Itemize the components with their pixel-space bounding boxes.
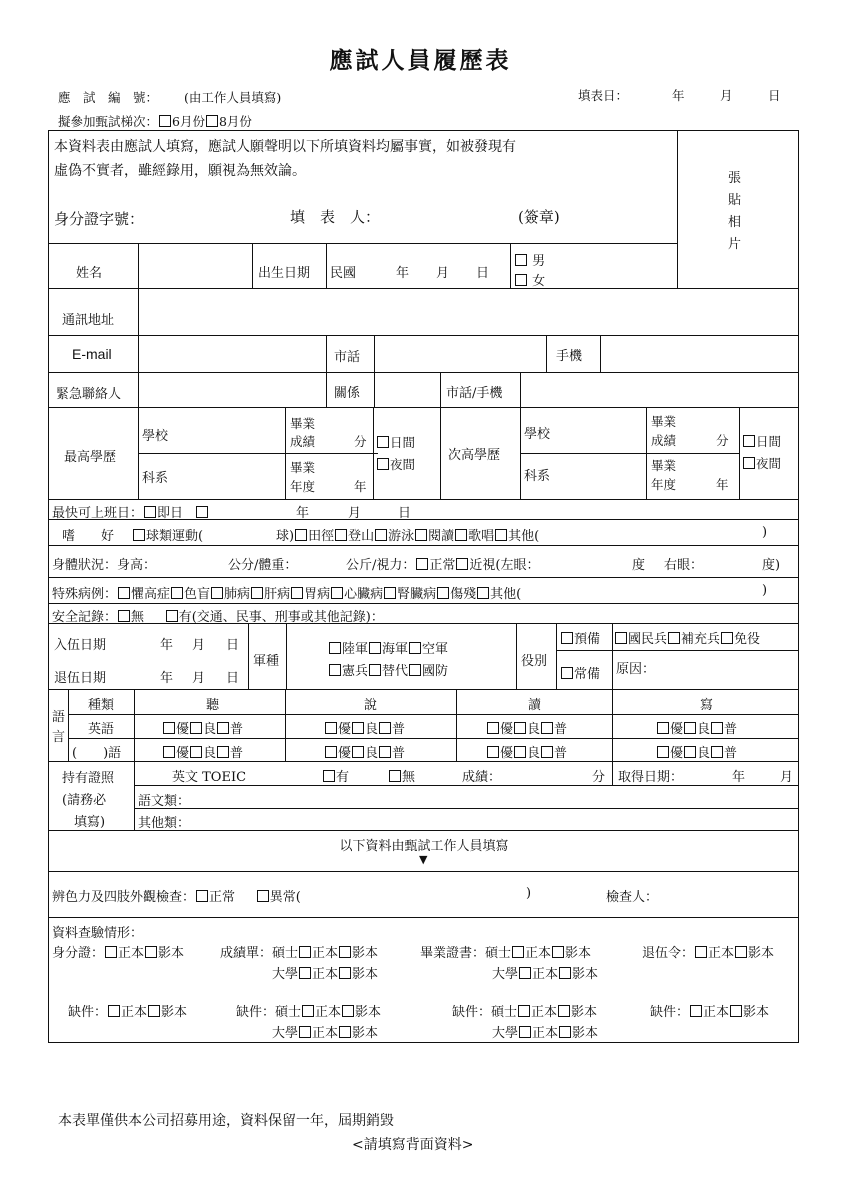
en-listen: 優 良 普	[162, 718, 243, 737]
en-speak-normal[interactable]	[379, 722, 391, 734]
name-label: 姓名	[76, 266, 103, 281]
start-date-row: 最快可上班日： 即日	[52, 502, 209, 521]
highest-score-label: 成績	[290, 434, 316, 449]
alt-checkbox[interactable]	[369, 664, 381, 676]
speak-header: 說	[364, 698, 378, 713]
ot-read-good[interactable]	[514, 746, 526, 758]
d9-checkbox[interactable]	[477, 587, 489, 599]
en-listen-excellent[interactable]	[163, 722, 175, 734]
gender-male: 男	[514, 250, 545, 269]
highest-year-label: 年度	[290, 479, 316, 494]
start-day: 日	[398, 506, 412, 521]
toeic-none: 無	[388, 766, 415, 785]
start-year: 年	[296, 506, 310, 521]
color-normal-checkbox[interactable]	[196, 890, 208, 902]
enlist-label: 入伍日期	[54, 638, 107, 653]
hobby-read-checkbox[interactable]	[415, 529, 427, 541]
mobile-label: 手機	[556, 349, 583, 364]
en-write-good[interactable]	[684, 722, 696, 734]
left-degree: 度	[632, 558, 646, 573]
other-cert-label: 其他類：	[138, 816, 191, 831]
verify-label: 資料查驗情形：	[52, 926, 144, 941]
dp-college-orig[interactable]	[519, 967, 531, 979]
toeic-have: 有	[322, 766, 349, 785]
exempt-options: 國民兵 補充兵 免役	[614, 628, 760, 647]
mp-checkbox[interactable]	[329, 664, 341, 676]
en-write-normal[interactable]	[711, 722, 723, 734]
ot-speak: 優 良 普	[324, 742, 405, 761]
body-height-label: 身體狀況：身高：	[52, 558, 157, 573]
national-checkbox[interactable]	[615, 632, 627, 644]
army-checkbox[interactable]	[329, 642, 341, 654]
tr-master-orig[interactable]	[299, 946, 311, 958]
hobby-ball: 球類運動(	[132, 525, 203, 544]
get-date-month: 月	[780, 770, 794, 785]
highest-year-unit: 年	[354, 479, 367, 494]
d1-checkbox[interactable]	[118, 587, 130, 599]
enlist-month: 月	[192, 638, 206, 653]
session-june-label: 6月份	[172, 114, 205, 129]
highest-grad2-label: 畢業	[290, 460, 316, 475]
do-orig[interactable]	[695, 946, 707, 958]
birth-label: 出生日期	[258, 266, 311, 281]
missing-discharge: 缺件： 正本 影本	[650, 1005, 770, 1020]
mt-college-orig[interactable]	[299, 1026, 311, 1038]
md-college-orig[interactable]	[519, 1026, 531, 1038]
highest-night: 夜間	[376, 455, 415, 473]
tr-college-orig[interactable]	[299, 967, 311, 979]
highest-night-checkbox[interactable]	[377, 458, 389, 470]
reserve: 預備	[560, 628, 600, 647]
write-header: 寫	[700, 698, 714, 713]
missing-diploma-college: 大學 正本 影本	[492, 1026, 599, 1041]
immediately-checkbox[interactable]	[144, 506, 156, 518]
md-college-copy[interactable]	[559, 1026, 571, 1038]
exempt-checkbox[interactable]	[721, 632, 733, 644]
highest-dept-label: 科系	[142, 471, 169, 486]
highest-day-checkbox[interactable]	[377, 436, 389, 448]
dp-master-orig[interactable]	[512, 946, 524, 958]
session-aug-label: 8月份	[218, 114, 252, 129]
ot-write-good[interactable]	[684, 746, 696, 758]
body-vision: 公斤/視力： 正常 近視(左眼：	[346, 558, 540, 573]
role-label: 役別	[521, 654, 548, 669]
english-label: 英語	[88, 722, 115, 737]
hobby-close: )	[762, 525, 768, 540]
ot-write-excellent[interactable]	[657, 746, 669, 758]
footer-notice: 本表單僅供本公司招募用途，資料保留一年，屆期銷毀	[58, 1113, 394, 1129]
fill-date-day: 日	[768, 88, 781, 103]
en-read-good[interactable]	[514, 722, 526, 734]
navy-checkbox[interactable]	[369, 642, 381, 654]
phone-mobile-label: 市話/手機	[446, 386, 503, 401]
enlist-day: 日	[226, 638, 240, 653]
dp-master-copy[interactable]	[552, 946, 564, 958]
hobby-ball-checkbox[interactable]	[133, 529, 145, 541]
missing-transcript-master: 缺件：碩士 正本 影本	[236, 1005, 382, 1020]
lang-type-header: 種類	[88, 698, 115, 713]
service-row1: 陸軍 海軍 空軍	[328, 638, 448, 657]
highest-score-unit: 分	[354, 434, 367, 449]
en-listen-good[interactable]	[190, 722, 202, 734]
page-title: 應試人員履歷表	[329, 47, 512, 74]
mi-orig[interactable]	[108, 1005, 120, 1017]
ot-speak-excellent[interactable]	[325, 746, 337, 758]
disease-row: 特殊病例： 懼高症 色盲 肺病 肝病 胃病 心臟病 腎臟病 傷殘 其他(	[52, 587, 522, 602]
safety-none-checkbox[interactable]	[118, 610, 130, 622]
d4-checkbox[interactable]	[251, 587, 263, 599]
mt-college-copy[interactable]	[339, 1026, 351, 1038]
ot-speak-good[interactable]	[352, 746, 364, 758]
vision-normal-checkbox[interactable]	[416, 558, 428, 570]
toeic-have-checkbox[interactable]	[323, 770, 335, 782]
start-month: 月	[348, 506, 362, 521]
ot-speak-normal[interactable]	[379, 746, 391, 758]
body-weight-label: 公分/體重：	[228, 558, 298, 573]
birth-year: 年	[396, 266, 410, 281]
emergency-label: 緊急聯絡人	[56, 387, 122, 402]
toeic-score-unit: 分	[592, 770, 606, 785]
color-close: )	[526, 886, 532, 901]
declaration-line1: 本資料表由應試人填寫，應試人願聲明以下所填資料均屬事實，如被發現有	[54, 139, 516, 155]
en-listen-normal[interactable]	[217, 722, 229, 734]
defense-checkbox[interactable]	[409, 664, 421, 676]
fill-date-month: 月	[720, 88, 733, 103]
highest-edu-label: 最高學歷	[64, 450, 117, 465]
highest-school-label: 學校	[142, 429, 169, 444]
hobby-climb-checkbox[interactable]	[335, 529, 347, 541]
second-school-label: 學校	[524, 427, 551, 442]
safety-yes-checkbox[interactable]	[166, 610, 178, 622]
md-master-copy[interactable]	[558, 1005, 570, 1017]
safety-row: 安全記錄： 無 有(交通、民事、刑事或其他記錄)：	[52, 610, 384, 625]
discharge-year: 年	[160, 671, 174, 686]
reserve-checkbox[interactable]	[561, 632, 573, 644]
female-checkbox[interactable]	[515, 274, 527, 286]
start-date-checkbox[interactable]	[196, 506, 208, 518]
discharge-month: 月	[192, 671, 206, 686]
photo-box-label: 張 貼 相 片	[728, 171, 742, 252]
dp-college-copy[interactable]	[559, 967, 571, 979]
read-header: 讀	[528, 698, 542, 713]
color-check-row: 辨色力及四肢外觀檢查： 正常 異常(	[52, 890, 301, 905]
ot-read-normal[interactable]	[541, 746, 553, 758]
second-night: 夜間	[742, 454, 781, 472]
ot-listen-excellent[interactable]	[163, 746, 175, 758]
arrow-down-icon: ▼	[419, 853, 428, 866]
id-number-label: 身分證字號：	[54, 210, 145, 228]
hobby-options: 球) 田徑 登山 游泳 閱讀 歌唱 其他(	[276, 529, 540, 544]
gender-female: 女	[514, 270, 545, 289]
hobby-sing-checkbox[interactable]	[455, 529, 467, 541]
cert-label2: (請務必	[62, 793, 107, 808]
declaration-line2: 虛偽不實者，雖經錄用，願視為無效論。	[54, 163, 306, 179]
second-score-label: 成績	[651, 433, 677, 448]
session-june-checkbox[interactable]	[159, 115, 171, 127]
discharge-label: 退伍日期	[54, 671, 107, 686]
second-year-unit: 年	[716, 477, 729, 492]
address-label: 通訊地址	[62, 313, 115, 328]
email-label: E-mail	[72, 346, 112, 362]
en-write-excellent[interactable]	[657, 722, 669, 734]
md-master-orig[interactable]	[518, 1005, 530, 1017]
mi-copy[interactable]	[148, 1005, 160, 1017]
right-eye-label: 右眼：	[664, 558, 704, 573]
id-orig-checkbox[interactable]	[105, 946, 117, 958]
en-read-normal[interactable]	[541, 722, 553, 734]
staff-notice: 以下資料由甄試工作人員填寫	[339, 839, 509, 854]
second-edu-label: 次高學歷	[448, 448, 501, 463]
lang-cert-label: 語文類：	[138, 794, 191, 809]
verify-transcript-master: 成績單：碩士 正本 影本	[220, 946, 379, 961]
second-dept-label: 科系	[524, 469, 551, 484]
ot-listen-normal[interactable]	[217, 746, 229, 758]
fill-date-label: 填表日：	[578, 88, 629, 103]
d5-checkbox[interactable]	[291, 587, 303, 599]
sign-label: (簽章)	[518, 208, 560, 226]
footer-reminder: <請填寫背面資料>	[352, 1137, 474, 1153]
male-checkbox[interactable]	[515, 254, 527, 266]
mdo-copy[interactable]	[730, 1005, 742, 1017]
second-day-checkbox[interactable]	[743, 435, 755, 447]
verify-discharge: 退伍令： 正本 影本	[642, 946, 775, 961]
birth-month: 月	[436, 266, 450, 281]
ot-write: 優 良 普	[656, 742, 737, 761]
relation-label: 關係	[334, 386, 361, 401]
vision-myopia-checkbox[interactable]	[456, 558, 468, 570]
get-date-year: 年	[732, 770, 746, 785]
second-night-checkbox[interactable]	[743, 457, 755, 469]
session-aug-checkbox[interactable]	[206, 115, 218, 127]
d6-checkbox[interactable]	[331, 587, 343, 599]
cert-label3: 填寫)	[74, 815, 106, 830]
get-date-label: 取得日期：	[618, 770, 684, 785]
service-type-label: 軍種	[253, 654, 280, 669]
airforce-checkbox[interactable]	[409, 642, 421, 654]
d7-checkbox[interactable]	[384, 587, 396, 599]
highest-grad-label: 畢業	[290, 416, 316, 431]
service-row2: 憲兵 替代 國防	[328, 660, 448, 679]
highest-day: 日間	[376, 433, 415, 451]
phone-label: 市話	[334, 350, 361, 365]
en-read: 優 良 普	[486, 718, 567, 737]
missing-transcript-college: 大學 正本 影本	[272, 1026, 379, 1041]
do-copy[interactable]	[735, 946, 747, 958]
verify-transcript-college: 大學 正本 影本	[272, 967, 379, 982]
fill-date-year: 年	[672, 88, 685, 103]
d8-checkbox[interactable]	[437, 587, 449, 599]
filler-label: 填 表 人：	[290, 208, 381, 226]
cert-label1: 持有證照	[62, 771, 115, 786]
exam-no-label: 應 試 編 號：	[58, 90, 159, 105]
mdo-orig[interactable]	[690, 1005, 702, 1017]
toeic-score-label: 成績：	[462, 770, 502, 785]
hobby-label: 嗜 好	[62, 529, 115, 544]
session-label: 擬參加甄試梯次：	[58, 114, 159, 129]
birth-day: 日	[476, 266, 490, 281]
verify-diploma-college: 大學 正本 影本	[492, 967, 599, 982]
second-grad-label: 畢業	[651, 414, 677, 429]
d3-checkbox[interactable]	[211, 587, 223, 599]
hobby-other-checkbox[interactable]	[495, 529, 507, 541]
disease-close: )	[762, 583, 768, 598]
right-degree: 度)	[762, 558, 781, 573]
ot-write-normal[interactable]	[711, 746, 723, 758]
regular: 常備	[560, 663, 600, 682]
ot-read-excellent[interactable]	[487, 746, 499, 758]
birth-era: 民國	[330, 266, 357, 281]
inspector-label: 檢查人：	[606, 890, 659, 905]
en-write: 優 良 普	[656, 718, 737, 737]
exam-no-note: (由工作人員填寫)	[184, 90, 282, 105]
verify-id: 身分證： 正本 影本	[52, 946, 185, 961]
en-read-excellent[interactable]	[487, 722, 499, 734]
d2-checkbox[interactable]	[171, 587, 183, 599]
color-abnormal-checkbox[interactable]	[257, 890, 269, 902]
mt-master-copy[interactable]	[342, 1005, 354, 1017]
reason-label: 原因：	[616, 662, 656, 677]
ot-listen: 優 良 普	[162, 742, 243, 761]
language-side-label: 語 言	[52, 710, 66, 745]
en-speak: 優 良 普	[324, 718, 405, 737]
ot-read: 優 良 普	[486, 742, 567, 761]
other-lang-label: ( )語	[72, 746, 122, 761]
listen-header: 聽	[206, 698, 220, 713]
toeic-label: 英文 TOEIC	[172, 770, 247, 785]
tr-college-copy[interactable]	[339, 967, 351, 979]
discharge-day: 日	[226, 671, 240, 686]
en-speak-excellent[interactable]	[325, 722, 337, 734]
second-day: 日間	[742, 432, 781, 450]
missing-diploma-master: 缺件：碩士 正本 影本	[452, 1005, 598, 1020]
second-score-unit: 分	[716, 433, 729, 448]
missing-id: 缺件： 正本 影本	[68, 1005, 188, 1020]
second-grad2-label: 畢業	[651, 458, 677, 473]
hobby-swim-checkbox[interactable]	[375, 529, 387, 541]
id-copy-checkbox[interactable]	[145, 946, 157, 958]
supplement-checkbox[interactable]	[668, 632, 680, 644]
en-speak-good[interactable]	[352, 722, 364, 734]
ot-listen-good[interactable]	[190, 746, 202, 758]
hobby-track-checkbox[interactable]	[295, 529, 307, 541]
second-year-label: 年度	[651, 477, 677, 492]
enlist-year: 年	[160, 638, 174, 653]
regular-checkbox[interactable]	[561, 667, 573, 679]
session-row	[58, 112, 252, 130]
mt-master-orig[interactable]	[302, 1005, 314, 1017]
tr-master-copy[interactable]	[339, 946, 351, 958]
toeic-none-checkbox[interactable]	[389, 770, 401, 782]
verify-diploma-master: 畢業證書：碩士 正本 影本	[420, 946, 592, 961]
